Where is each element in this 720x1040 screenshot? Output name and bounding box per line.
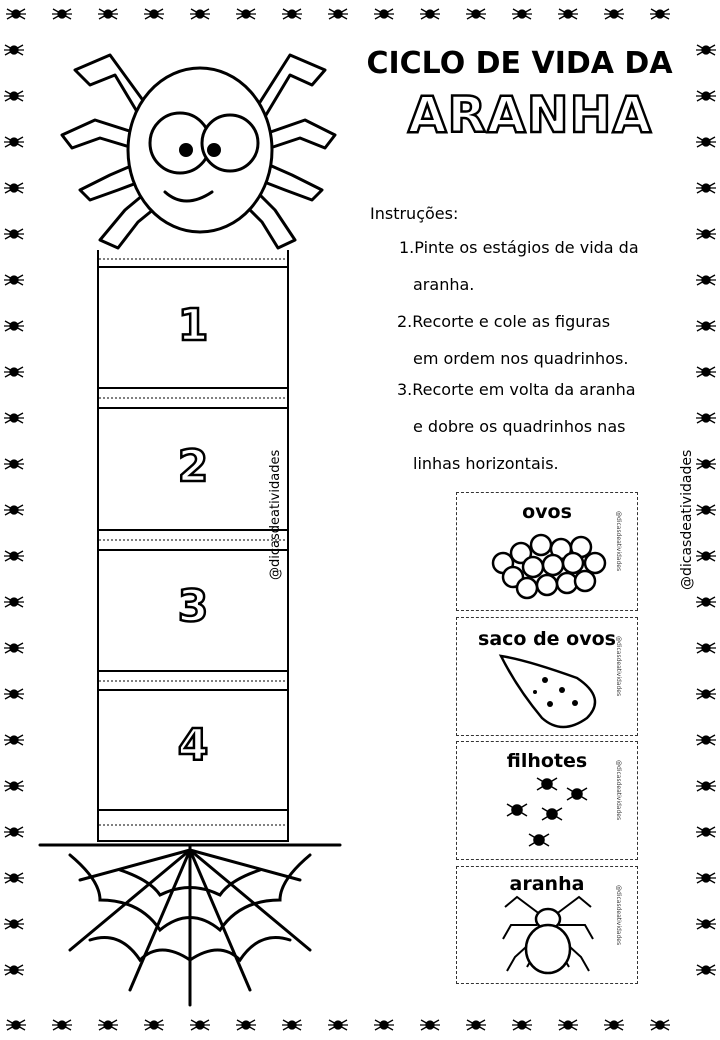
card-filhotes [456, 741, 638, 860]
cell-number-3: 3 [177, 581, 209, 632]
spider-icon [457, 867, 639, 985]
watermark-strip: @dicasdeatividades [268, 449, 283, 580]
instructions-heading: Instruções: [370, 204, 459, 223]
card-saco-de-ovos-label: saco de ovos [478, 628, 616, 650]
card-filhotes-label: filhotes [506, 750, 588, 772]
watermark-right: @dicasdeatividades [679, 449, 695, 590]
cell-number-1: 1 [177, 300, 209, 351]
instruction-3-line-2: e dobre os quadrinhos nas [413, 417, 626, 436]
card-ovos-label: ovos [522, 501, 572, 523]
card-filhotes-watermark: @dicasdeatividades [615, 760, 622, 821]
card-saco-de-ovos [456, 617, 638, 736]
instruction-2-line-1: Recorte e cole as figuras [412, 312, 611, 331]
instruction-1-line-2: aranha. [413, 275, 475, 294]
card-ovos [456, 492, 638, 611]
title-line-2: ARANHA [407, 86, 653, 144]
instruction-3-line-3: linhas horizontais. [413, 454, 559, 473]
instruction-1-line-1: Pinte os estágios de vida da [414, 238, 639, 257]
instruction-2-number: 2. [397, 312, 413, 331]
instruction-2-line-2: em ordem nos quadrinhos. [413, 349, 629, 368]
title-line-1: CICLO DE VIDA DA [366, 46, 673, 81]
instruction-3-line-1: Recorte em volta da aranha [412, 380, 636, 399]
cell-number-4: 4 [177, 720, 209, 771]
card-aranha-watermark: @dicasdeatividades [615, 885, 622, 946]
cell-number-2: 2 [177, 441, 209, 492]
spiderlings-icon [457, 742, 639, 861]
card-aranha [456, 866, 638, 984]
eggs-icon [457, 493, 639, 612]
instruction-3-number: 3. [397, 380, 413, 399]
instruction-1-number: 1. [399, 238, 415, 257]
card-ovos-watermark: @dicasdeatividades [615, 511, 622, 572]
card-aranha-label: aranha [509, 873, 585, 895]
egg-sac-icon [457, 618, 639, 737]
card-saco-de-ovos-watermark: @dicasdeatividades [615, 636, 622, 697]
